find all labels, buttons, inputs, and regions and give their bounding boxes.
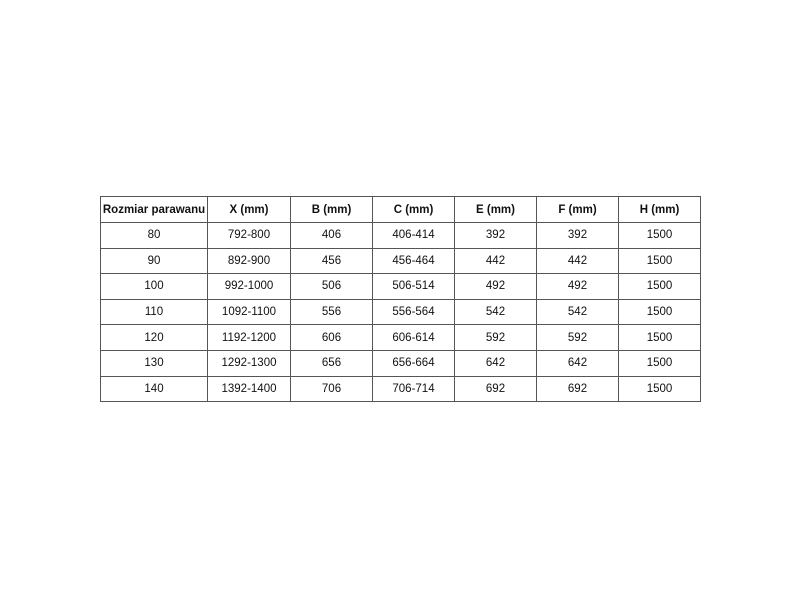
header-c: C (mm): [373, 197, 455, 223]
table-cell: 130: [101, 350, 208, 376]
table-cell: 1500: [619, 376, 701, 402]
table-cell: 792-800: [208, 223, 291, 249]
table-cell: 1500: [619, 325, 701, 351]
table-row: [101, 223, 701, 249]
table-cell: 506: [291, 274, 373, 300]
table-cell: 492: [455, 274, 537, 300]
table-row: [101, 350, 701, 376]
table-cell: 110: [101, 299, 208, 325]
table-cell: 80: [101, 223, 208, 249]
table-cell: 692: [537, 376, 619, 402]
table-cell: 642: [455, 350, 537, 376]
table-cell: 1192-1200: [208, 325, 291, 351]
table-cell: 392: [455, 223, 537, 249]
table-cell: 90: [101, 248, 208, 274]
header-h: H (mm): [619, 197, 701, 223]
table-cell: 456: [291, 248, 373, 274]
table-cell: 1500: [619, 248, 701, 274]
table-cell: 442: [537, 248, 619, 274]
table-cell: 542: [537, 299, 619, 325]
table-row: [101, 299, 701, 325]
table-row: [101, 274, 701, 300]
header-e: E (mm): [455, 197, 537, 223]
table-cell: 492: [537, 274, 619, 300]
table-cell: 456-464: [373, 248, 455, 274]
header-b: B (mm): [291, 197, 373, 223]
table-cell: 1092-1100: [208, 299, 291, 325]
header-f: F (mm): [537, 197, 619, 223]
header-row: [101, 197, 701, 223]
header-screen-size: Rozmiar parawanu: [101, 197, 208, 223]
table-cell: 656-664: [373, 350, 455, 376]
table-row: [101, 376, 701, 402]
table-header: [101, 197, 701, 223]
table-cell: 140: [101, 376, 208, 402]
table-cell: 642: [537, 350, 619, 376]
table-cell: 1500: [619, 223, 701, 249]
dimensions-table-container: [100, 196, 700, 402]
table-cell: 556-564: [373, 299, 455, 325]
table-cell: 1392-1400: [208, 376, 291, 402]
header-x: X (mm): [208, 197, 291, 223]
table-cell: 656: [291, 350, 373, 376]
table-row: [101, 248, 701, 274]
table-cell: 892-900: [208, 248, 291, 274]
table-cell: 120: [101, 325, 208, 351]
table-cell: 406-414: [373, 223, 455, 249]
table-row: [101, 325, 701, 351]
dimensions-table: [100, 196, 701, 402]
table-cell: 1500: [619, 350, 701, 376]
table-cell: 1500: [619, 299, 701, 325]
table-cell: 592: [455, 325, 537, 351]
table-cell: 592: [537, 325, 619, 351]
table-cell: 406: [291, 223, 373, 249]
table-body: [101, 223, 701, 402]
table-cell: 556: [291, 299, 373, 325]
table-cell: 442: [455, 248, 537, 274]
table-cell: 606-614: [373, 325, 455, 351]
table-cell: 706-714: [373, 376, 455, 402]
table-cell: 992-1000: [208, 274, 291, 300]
table-cell: 392: [537, 223, 619, 249]
table-cell: 506-514: [373, 274, 455, 300]
table-cell: 100: [101, 274, 208, 300]
table-cell: 542: [455, 299, 537, 325]
table-cell: 706: [291, 376, 373, 402]
table-cell: 1292-1300: [208, 350, 291, 376]
table-cell: 606: [291, 325, 373, 351]
table-cell: 1500: [619, 274, 701, 300]
table-cell: 692: [455, 376, 537, 402]
